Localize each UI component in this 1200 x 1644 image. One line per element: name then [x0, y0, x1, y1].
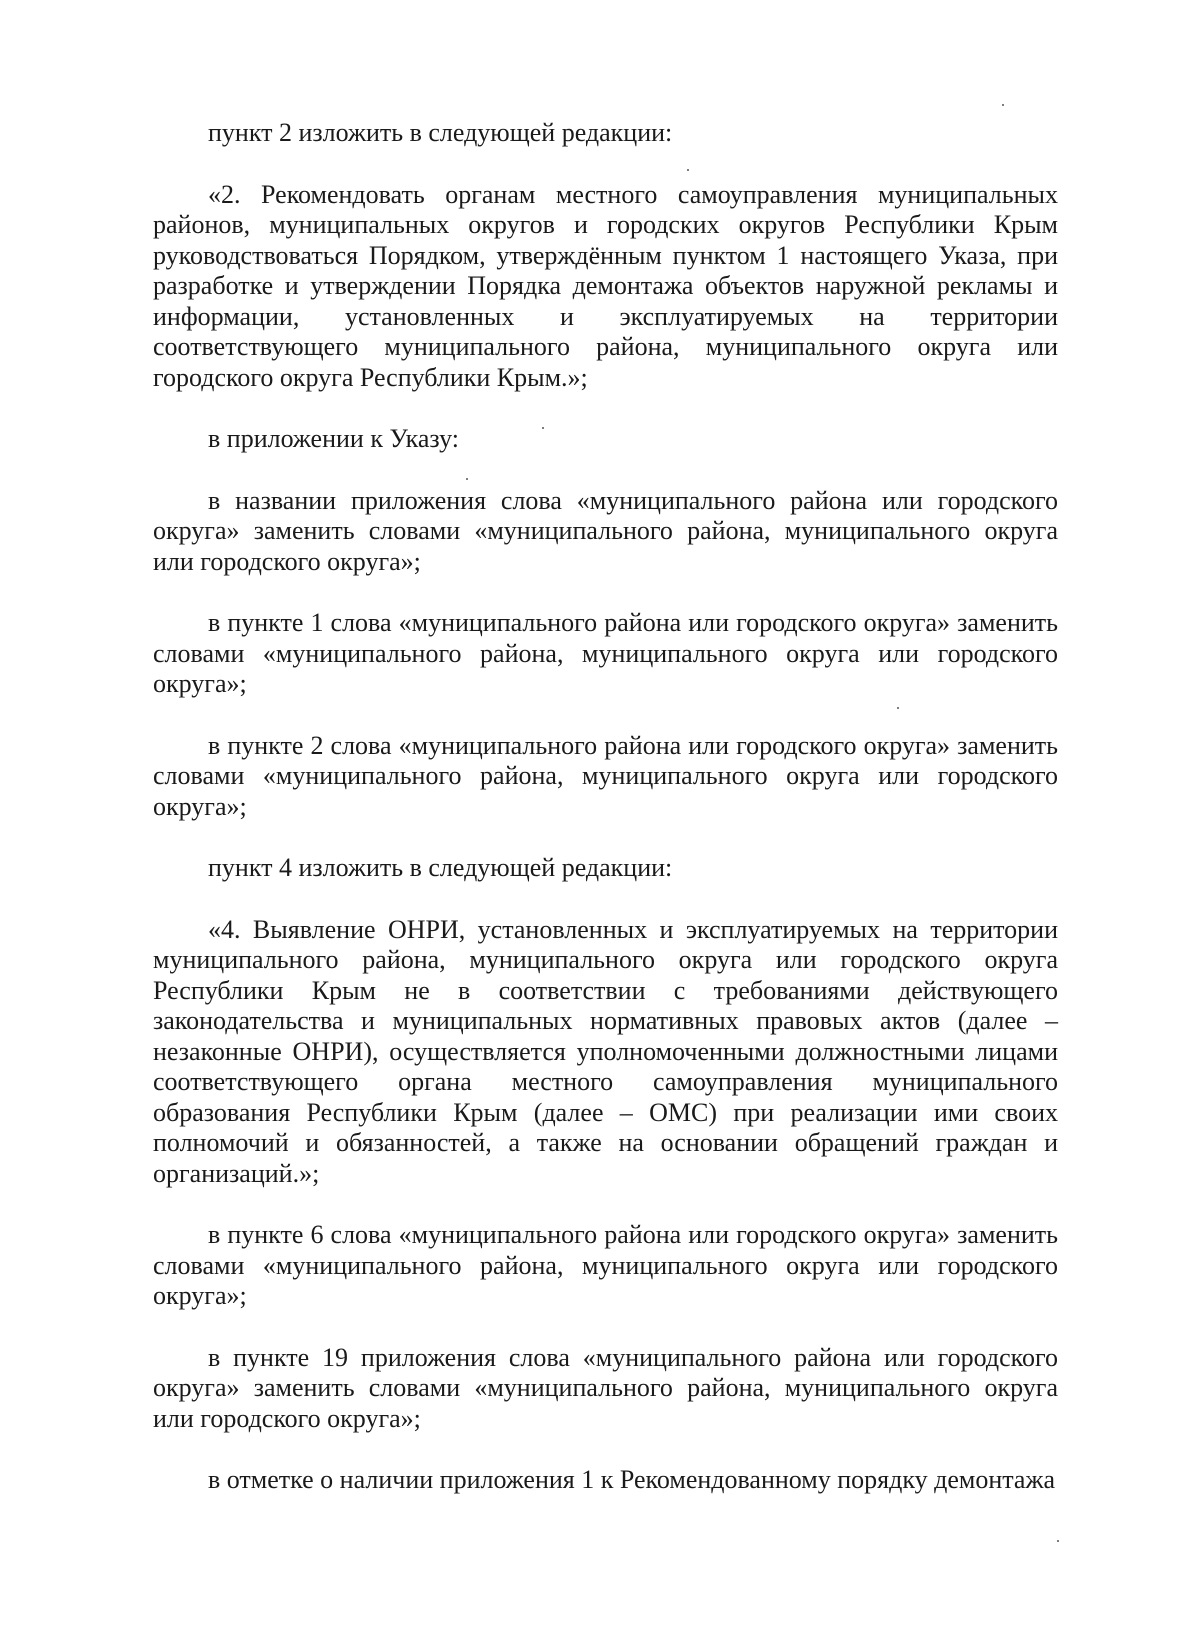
- paragraph-item-4-text: «4. Выявление ОНРИ, установленных и эксплуатируемых на территории муниципального района, муниципального округа или городского округа Республики Крым не в соответствии с требованиями действующего законодательства и муниципальных нормативных правовых актов (далее – незаконные ОНРИ), осуществляется уполномоченными должностными лицами соответствующего органа местного самоуправления муниципального образования Республики Крым (далее – ОМС) при реализации ими своих полномочий и обязанностей, а также на основании обращений граждан и организаций.»;: [153, 914, 1058, 1188]
- paragraph-appendix-intro: в приложении к Указу:: [208, 424, 459, 453]
- scan-speck: [542, 427, 544, 429]
- paragraph-point-6: в пункте 6 слова «муниципального района или городского округа» заменить словами «муниципального района, муниципального округа или городского округа»;: [153, 1220, 1058, 1310]
- paragraph-annex-mark: в отметке о наличии приложения 1 к Рекомендованному порядку демонтажа: [208, 1465, 1055, 1494]
- paragraph-item-4-intro: пункт 4 изложить в следующей редакции:: [208, 853, 673, 882]
- paragraph-appendix-title: в названии приложения слова «муниципального района или городского округа» заменить словами «муниципального района, муниципального округа или городского округа»;: [153, 485, 1058, 576]
- paragraph-point-19: в пункте 19 приложения слова «муниципального района или городского округа» заменить словами «муниципального района, муниципального округа или городского округа»;: [153, 1342, 1058, 1433]
- paragraph-point-1: в пункте 1 слова «муниципального района или городского округа» заменить словами «муниципального района, муниципального округа или городского округа»;: [153, 608, 1058, 698]
- scan-speck: [1057, 1540, 1059, 1542]
- scan-speck: [897, 707, 899, 709]
- paragraph-point-2: в пункте 2 слова «муниципального района или городского округа» заменить словами «муниципального района, муниципального округа или городского округа»;: [153, 730, 1058, 821]
- document-body: [153, 118, 1058, 1496]
- paragraph-item-2-text: «2. Рекомендовать органам местного самоуправления муниципальных районов, муниципальных округов и городских округов Республики Крым руководствоваться Порядком, утверждённым пунктом 1 настоящего Указа, при разработке и утверждении Порядка демонтажа объектов наружной рекламы и информации, установленных и эксплуатируемых на территории соответствующего муниципального района, муниципального округа или городского округа Республики Крым.»;: [153, 179, 1058, 392]
- paragraph-item-2-intro: пункт 2 изложить в следующей редакции:: [208, 118, 673, 147]
- scan-speck: [687, 169, 689, 171]
- scan-speck: [1002, 104, 1004, 106]
- scan-speck: [466, 478, 468, 480]
